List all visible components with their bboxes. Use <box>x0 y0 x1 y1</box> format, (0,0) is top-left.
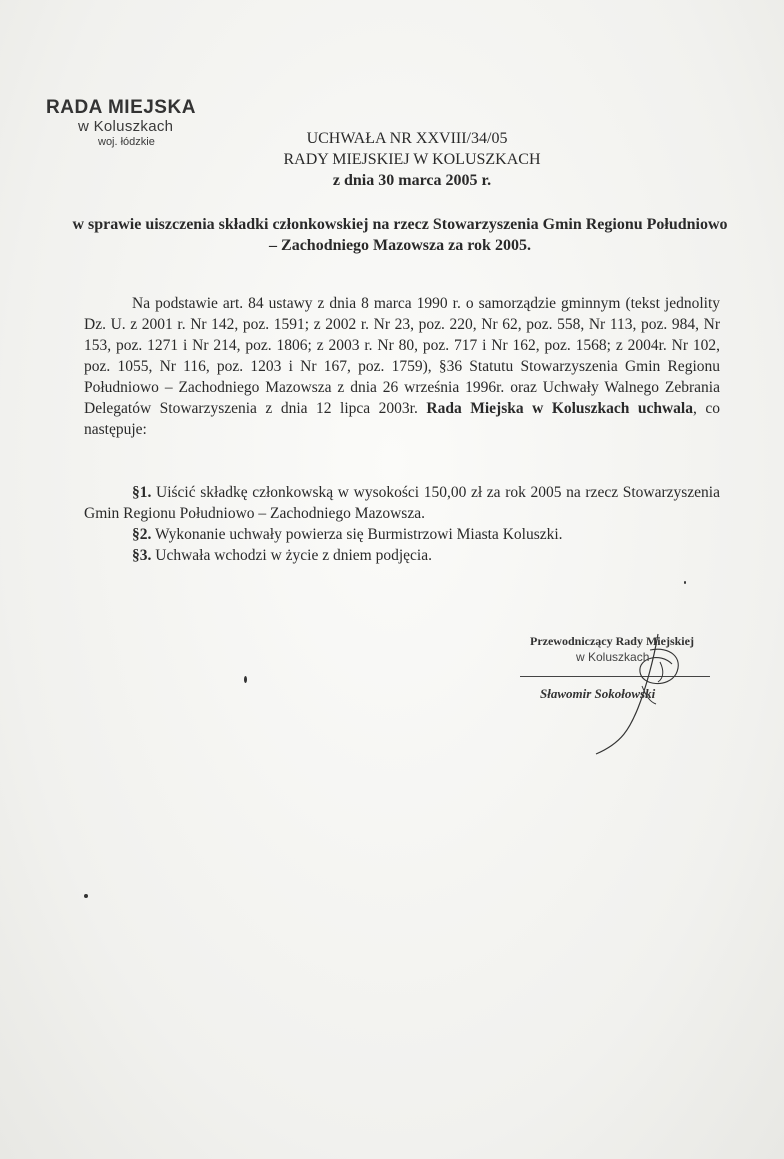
paragraph-1 <box>84 482 720 524</box>
council-resolves-text: Rada Miejska w Koluszkach uchwala <box>426 400 693 417</box>
scan-speck <box>244 676 247 683</box>
signatory-place: w Koluszkach <box>576 650 650 664</box>
legal-basis-tail: , co następuje: <box>84 400 721 438</box>
paragraph-text: Uchwała wchodzi w życie z dniem podjęcia. <box>151 547 432 564</box>
legal-basis-text: Na podstawie art. 84 ustawy z dnia 8 marca 1990 r. o samorządzie gminnym (tekst jednolity Dz. U. z 2001 r. Nr 142, poz. 1591; z 2002 r. Nr 23, poz. 220, Nr 62, poz. 558, Nr 113, poz. 984, Nr 153, poz. 1271 i Nr 214, poz. 1806; z 2003 r. Nr 80, poz. 717 i Nr 162, poz. 1568; z 2004r. Nr 102, poz. 1055, Nr 116, poz. 1203 i Nr 167, poz. 1759), §36 Statutu Stowarzyszenia Gmin Regionu Południowo – Zachodniego Mazowsza z dnia 26 września 1996r. oraz Uchwały Walnego Zebrania Delegatów Stowarzyszenia z dnia 12 lipca 2003r. <box>84 295 720 417</box>
stamp-town: w Koluszkach <box>78 118 174 135</box>
paragraph-text: Wykonanie uchwały powierza się Burmistrzowi Miasta Koluszki. <box>151 526 563 543</box>
paragraph-number: §1. <box>132 484 152 501</box>
signatory-name: Sławomir Sokołowski <box>540 686 656 701</box>
paragraph-text: Uiścić składkę członkowską w wysokości 150,00 zł za rok 2005 na rzecz Stowarzyszenia Gmin Regionu Południowo – Zachodniego Mazowsza. <box>84 484 720 522</box>
resolution-subject: w sprawie uiszczenia składki członkowskiej na rzecz Stowarzyszenia Gmin Regionu Południowo – Zachodniego Mazowsza za rok 2005. <box>72 216 728 254</box>
paragraph-number: §2. <box>132 526 152 543</box>
resolution-number: UCHWAŁA NR XXVIII/34/05 <box>306 130 508 147</box>
handwritten-signature-icon <box>580 628 690 758</box>
stamp-title: RADA MIEJSKA <box>46 97 196 118</box>
signature-block <box>520 628 760 768</box>
resolution-paragraphs <box>84 482 720 566</box>
signatory-role: Przewodniczący Rady Miejskiej <box>530 634 694 648</box>
scan-speck <box>84 894 88 898</box>
resolution-council: RADY MIEJSKIEJ W KOLUSZKACH <box>283 151 541 168</box>
paragraph-number: §3. <box>132 547 152 564</box>
resolution-date: z dnia 30 marca 2005 r. <box>332 172 492 189</box>
legal-basis-paragraph <box>84 293 720 440</box>
resolution-header <box>0 128 784 191</box>
scan-speck <box>684 581 686 584</box>
paragraph-2 <box>84 524 720 545</box>
stamp-voivodeship: woj. łódzkie <box>98 136 155 148</box>
paragraph-3 <box>84 545 720 566</box>
